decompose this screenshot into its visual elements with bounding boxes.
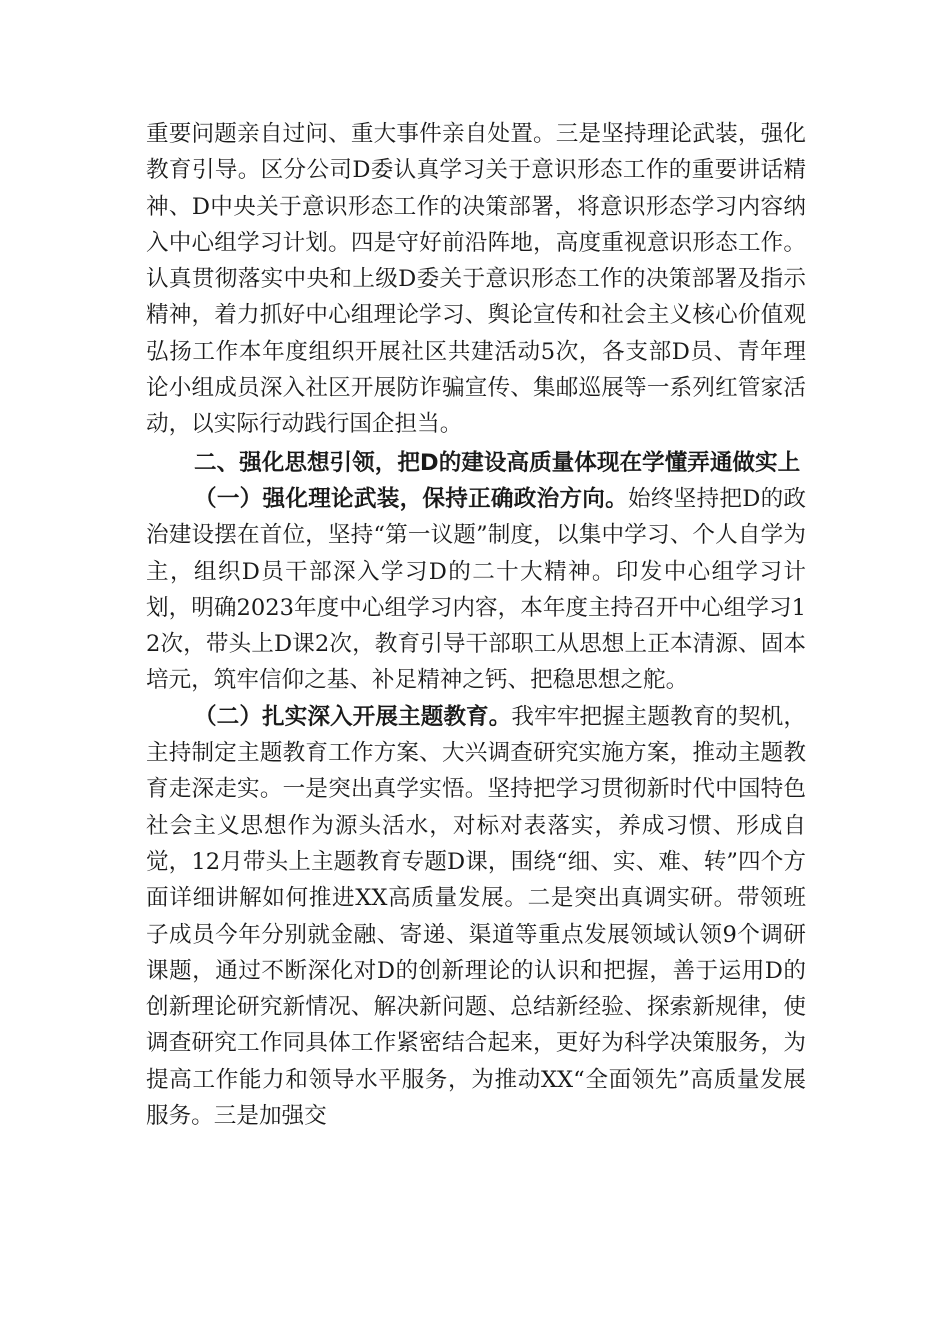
- subheading-lead: （二）扎实深入开展主题教育。: [194, 703, 512, 730]
- paragraph-text: 始终坚持把D的政治建设摆在首位，坚持“第一议题”制度，以集中学习、个人自学为主，组织D员干部深入学习D的二十大精神。印发中心组学习计划，明确2023年度中心组学习内容，本年度主持召开中心组学习12次，带头上D课2次，教育引导干部职工从思想上正本清源、固本培元，筑牢信仰之基、补足精神之钙、把稳思想之舵。: [146, 485, 807, 694]
- subheading-lead: （一）强化理论武装，保持正确政治方向。: [194, 485, 628, 512]
- paragraph-text: 我牢牢把握主题教育的契机，主持制定主题教育工作方案、大兴调查研究实施方案，推动主题教育走深走实。一是突出真学实悟。坚持把学习贯彻新时代中国特色社会主义思想作为源头活水，对标对表落实，养成习惯、形成自觉，12月带头上主题教育专题D课，围绕“细、实、难、转”四个方面详细讲解如何推进XX高质量发展。二是突出真调实研。带领班子成员今年分别就金融、寄递、渠道等重点发展领域认领9个调研课题，通过不断深化对D的创新理论的认识和把握，善于运用D的创新理论研究新情况、解决新问题、总结新经验、探索新规律，使调查研究工作同具体工作紧密结合起来，更好为科学决策服务，为提高工作能力和领导水平服务，为推动XX“全面领先”高质量发展服务。三是加强交: [146, 703, 807, 1130]
- heading-text: 二、强化思想引领，把D的建设高质量体现在学懂弄通做实上: [194, 449, 801, 476]
- document-page: [146, 116, 806, 1134]
- body-paragraph-2-1: [146, 481, 806, 699]
- paragraph-text: 重要问题亲自过问、重大事件亲自处置。三是坚持理论武装，强化教育引导。区分公司D委认真学习关于意识形态工作的重要讲话精神、D中央关于意识形态工作的决策部署，将意识形态学习内容纳入中心组学习计划。四是守好前沿阵地，高度重视意识形态工作。认真贯彻落实中央和上级D委关于意识形态工作的决策部署及指示精神，着力抓好中心组理论学习、舆论宣传和社会主义核心价值观弘扬工作本年度组织开展社区共建活动5次，各支部D员、青年理论小组成员深入社区开展防诈骗宣传、集邮巡展等一系列红管家活动，以实际行动践行国企担当。: [146, 121, 806, 438]
- body-paragraph-1: [146, 116, 806, 443]
- body-paragraph-2-2: [146, 699, 806, 1135]
- section-heading-2: [146, 445, 806, 481]
